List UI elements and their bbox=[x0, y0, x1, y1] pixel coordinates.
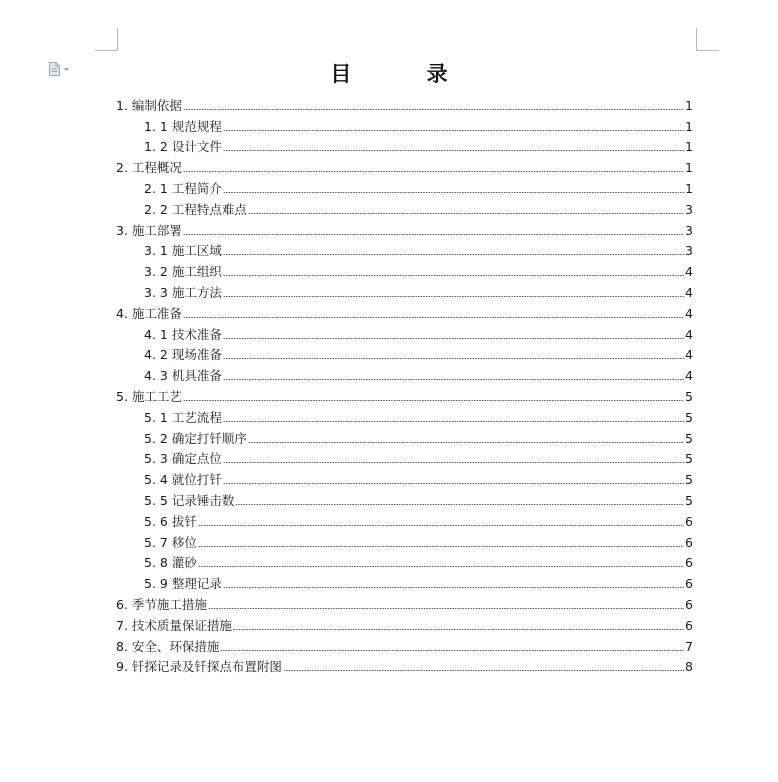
toc-entry-label: 5. 9 整理记录 bbox=[144, 576, 222, 592]
toc-entry[interactable] bbox=[116, 529, 693, 550]
toc-entry-label: 3. 1 施工区域 bbox=[144, 243, 222, 259]
toc-entry[interactable] bbox=[116, 612, 693, 633]
toc-entry-page-number: 7 bbox=[685, 638, 693, 654]
toc-dot-leader bbox=[183, 234, 684, 235]
toc-entry-page-number: 4 bbox=[685, 347, 693, 363]
toc-dot-leader bbox=[223, 338, 684, 339]
toc-dot-leader bbox=[223, 296, 684, 297]
toc-entry-page-number: 3 bbox=[685, 222, 693, 238]
toc-dot-leader bbox=[183, 317, 684, 318]
toc-dot-leader bbox=[208, 608, 684, 609]
toc-dot-leader bbox=[223, 150, 684, 151]
toc-entry[interactable] bbox=[116, 175, 693, 196]
toc-entry-label: 2. 工程概况 bbox=[116, 160, 182, 176]
toc-entry-page-number: 8 bbox=[685, 659, 693, 675]
toc-entry-label: 5. 4 就位打钎 bbox=[144, 472, 222, 488]
toc-dot-leader bbox=[235, 504, 684, 505]
toc-entry-page-number: 1 bbox=[685, 118, 693, 134]
toc-entry-label: 3. 施工部署 bbox=[116, 222, 182, 238]
toc-entry-label: 4. 3 机具准备 bbox=[144, 368, 222, 384]
toc-entry-page-number: 1 bbox=[685, 180, 693, 196]
toc-dot-leader bbox=[223, 421, 684, 422]
toc-entry[interactable] bbox=[116, 321, 693, 342]
toc-entry-page-number: 5 bbox=[685, 472, 693, 488]
toc-entry[interactable] bbox=[116, 487, 693, 508]
toc-entry-page-number: 5 bbox=[685, 492, 693, 508]
toc-entry[interactable] bbox=[116, 633, 693, 654]
toc-entry-page-number: 6 bbox=[685, 513, 693, 529]
toc-entry-page-number: 4 bbox=[685, 284, 693, 300]
toc-dot-leader bbox=[223, 254, 684, 255]
toc-dot-leader bbox=[248, 213, 684, 214]
toc-entry-label: 4. 2 现场准备 bbox=[144, 347, 222, 363]
toc-entry-label: 3. 3 施工方法 bbox=[144, 284, 222, 300]
toc-entry[interactable] bbox=[116, 425, 693, 446]
toc-entry[interactable] bbox=[116, 134, 693, 155]
toc-entry-page-number: 4 bbox=[685, 326, 693, 342]
toc-dot-leader bbox=[223, 587, 684, 588]
table-of-contents bbox=[116, 92, 693, 674]
toc-entry-page-number: 6 bbox=[685, 576, 693, 592]
toc-dot-leader bbox=[183, 400, 684, 401]
toc-dot-leader bbox=[198, 546, 684, 547]
toc-entry-label: 5. 施工工艺 bbox=[116, 388, 182, 404]
toc-entry-label: 1. 编制依据 bbox=[116, 97, 182, 113]
toc-entry-label: 7. 技术质量保证措施 bbox=[116, 617, 232, 633]
toc-entry[interactable] bbox=[116, 113, 693, 134]
toc-entry-page-number: 5 bbox=[685, 430, 693, 446]
toc-entry[interactable] bbox=[116, 342, 693, 363]
toc-entry-label: 8. 安全、环保措施 bbox=[116, 638, 220, 654]
toc-entry-page-number: 6 bbox=[685, 617, 693, 633]
page-title: 目 录 bbox=[330, 62, 482, 86]
toc-entry[interactable] bbox=[116, 570, 693, 591]
toc-entry-page-number: 3 bbox=[685, 201, 693, 217]
toc-entry[interactable] bbox=[116, 508, 693, 529]
toc-entry-label: 9. 钎探记录及钎探点布置附图 bbox=[116, 659, 282, 675]
toc-dot-leader bbox=[220, 650, 684, 651]
toc-entry-page-number: 5 bbox=[685, 409, 693, 425]
toc-entry-label: 5. 7 移位 bbox=[144, 534, 197, 550]
toc-entry[interactable] bbox=[116, 404, 693, 425]
toc-entry-page-number: 1 bbox=[685, 160, 693, 176]
toc-entry[interactable] bbox=[116, 466, 693, 487]
toc-entry-label: 5. 2 确定打钎顺序 bbox=[144, 430, 247, 446]
toc-dot-leader bbox=[233, 629, 684, 630]
toc-entry-page-number: 6 bbox=[685, 596, 693, 612]
toc-entry-label: 4. 施工准备 bbox=[116, 305, 182, 321]
toc-entry-label: 2. 1 工程简介 bbox=[144, 180, 222, 196]
toc-entry[interactable] bbox=[116, 383, 693, 404]
toc-entry[interactable] bbox=[116, 591, 693, 612]
toc-entry-label: 4. 1 技术准备 bbox=[144, 326, 222, 342]
toc-dot-leader bbox=[223, 379, 684, 380]
toc-dot-leader bbox=[223, 358, 684, 359]
toc-entry[interactable] bbox=[116, 446, 693, 467]
toc-dot-leader bbox=[223, 462, 684, 463]
toc-entry[interactable] bbox=[116, 362, 693, 383]
toc-entry[interactable] bbox=[116, 92, 693, 113]
toc-entry[interactable] bbox=[116, 196, 693, 217]
toc-dot-leader bbox=[223, 130, 684, 131]
toc-entry-page-number: 5 bbox=[685, 451, 693, 467]
toc-dot-leader bbox=[223, 192, 684, 193]
toc-entry[interactable] bbox=[116, 154, 693, 175]
toc-entry-label: 5. 8 灌砂 bbox=[144, 555, 197, 571]
toc-entry-page-number: 4 bbox=[685, 305, 693, 321]
margin-corner-top-left bbox=[95, 28, 118, 51]
toc-entry-label: 5. 3 确定点位 bbox=[144, 451, 222, 467]
toc-entry-label: 5. 6 拔钎 bbox=[144, 513, 197, 529]
toc-entry-page-number: 6 bbox=[685, 555, 693, 571]
toc-entry[interactable] bbox=[116, 654, 693, 675]
toc-entry[interactable] bbox=[116, 238, 693, 259]
toc-entry-page-number: 1 bbox=[685, 139, 693, 155]
toc-dot-leader bbox=[183, 109, 684, 110]
toc-entry[interactable] bbox=[116, 300, 693, 321]
toc-dot-leader bbox=[223, 275, 684, 276]
toc-entry-label: 3. 2 施工组织 bbox=[144, 264, 222, 280]
toc-entry-page-number: 1 bbox=[685, 97, 693, 113]
toc-entry[interactable] bbox=[116, 279, 693, 300]
toc-entry-page-number: 6 bbox=[685, 534, 693, 550]
toc-entry-page-number: 5 bbox=[685, 388, 693, 404]
toc-entry[interactable] bbox=[116, 258, 693, 279]
toc-entry-label: 6. 季节施工措施 bbox=[116, 596, 207, 612]
toc-entry-page-number: 4 bbox=[685, 264, 693, 280]
toc-entry-page-number: 4 bbox=[685, 368, 693, 384]
toc-dot-leader bbox=[198, 566, 684, 567]
toc-dot-leader bbox=[223, 483, 684, 484]
toc-entry-label: 5. 1 工艺流程 bbox=[144, 409, 222, 425]
toc-entry[interactable] bbox=[116, 217, 693, 238]
toc-entry[interactable] bbox=[116, 550, 693, 571]
toc-entry-label: 1. 2 设计文件 bbox=[144, 139, 222, 155]
toc-dot-leader bbox=[198, 525, 684, 526]
margin-corner-top-right bbox=[696, 28, 719, 51]
toc-dot-leader bbox=[183, 171, 684, 172]
toc-dot-leader bbox=[283, 670, 684, 671]
toc-entry-label: 5. 5 记录锤击数 bbox=[144, 492, 235, 508]
toc-entry-page-number: 3 bbox=[685, 243, 693, 259]
toc-dot-leader bbox=[248, 442, 684, 443]
toc-entry-label: 1. 1 规范规程 bbox=[144, 118, 222, 134]
toc-entry-label: 2. 2 工程特点难点 bbox=[144, 201, 247, 217]
